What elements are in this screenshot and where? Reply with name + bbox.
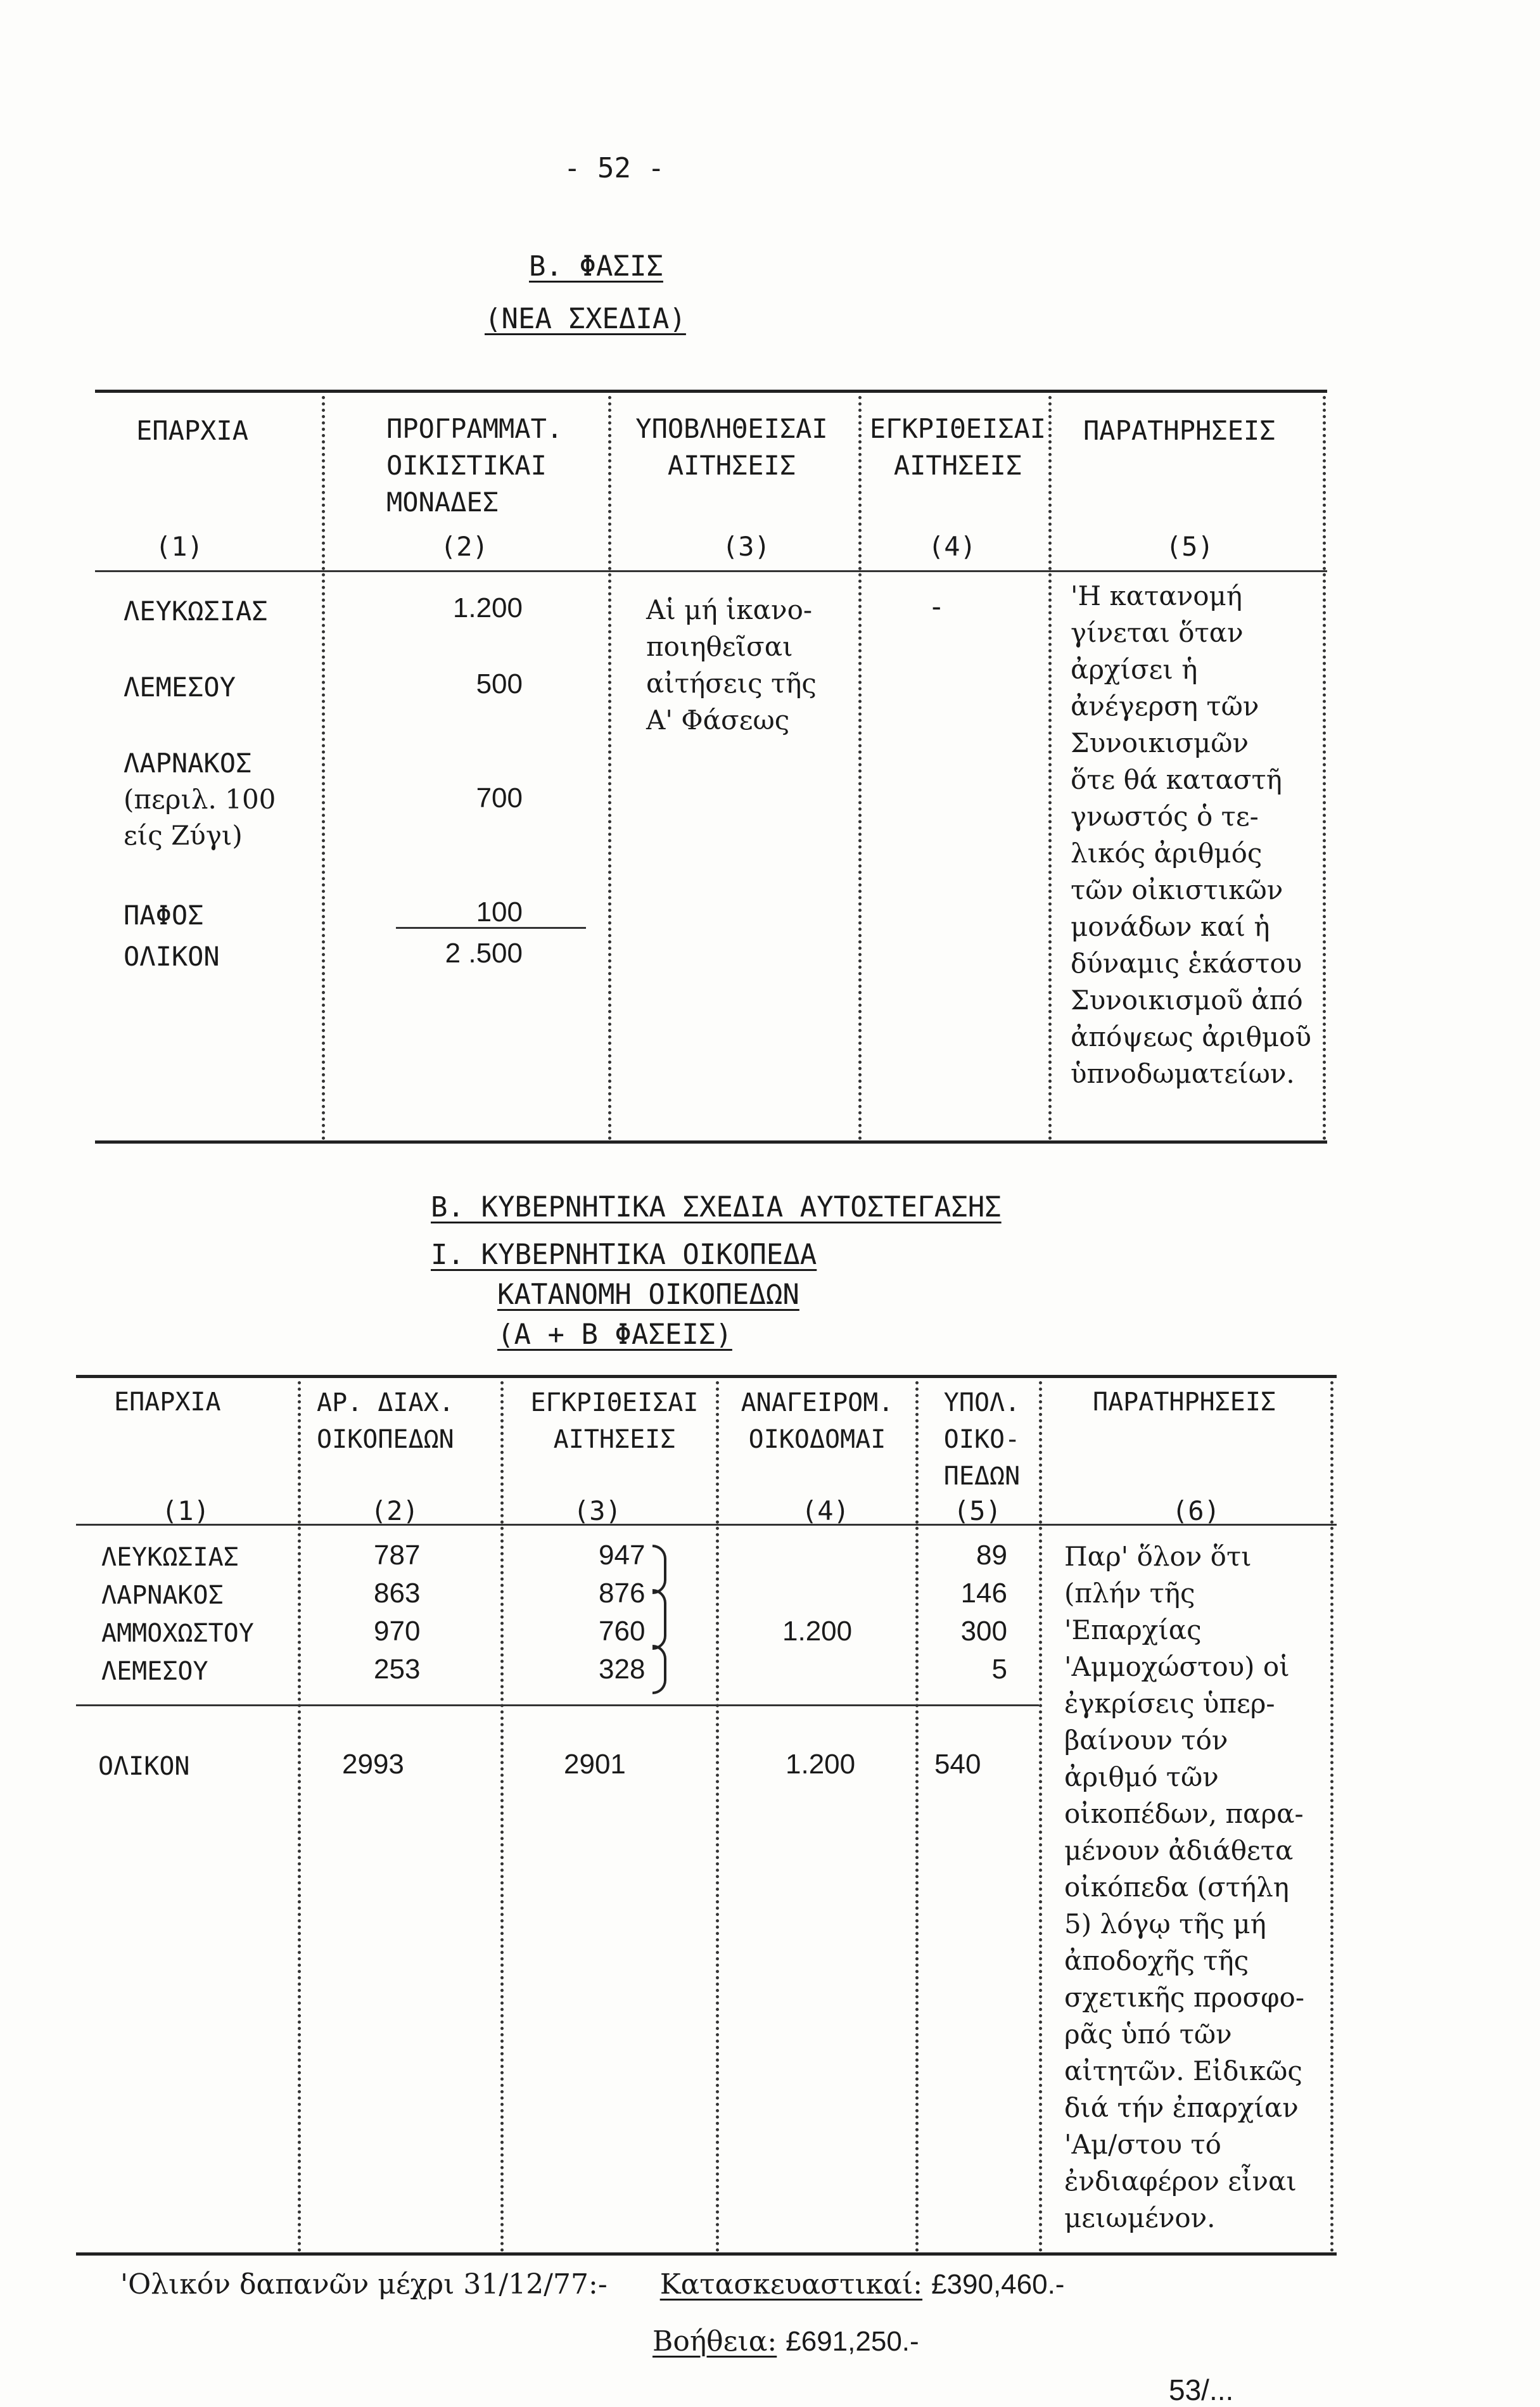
table-b-divider xyxy=(500,1381,504,2252)
table-b-plots: 787 xyxy=(374,1540,421,1571)
footer-construction-value: £390,460.- xyxy=(931,2269,1065,2300)
table-b-divider xyxy=(1330,1381,1333,2252)
section-b-title: B. ΚΥΒΕΡΝΗΤΙΚΑ ΣΧΕΔΙΑ ΑΥΤΟΣΤΕΓΑΣΗΣ xyxy=(431,1191,1002,1223)
table-a-divider xyxy=(858,396,862,1140)
table-b-header-remarks: ΠΑΡΑΤΗΡΗΣΕΙΣ xyxy=(1093,1388,1276,1417)
section-b-subtitle-1: I. ΚΥΒΕΡΝΗΤΙΚΑ ΟΙΚΟΠΕΔΑ xyxy=(431,1239,817,1271)
section-b-subtitle-3: (Α + Β ΦΑΣΕΙΣ) xyxy=(497,1318,732,1351)
table-b-remaining: 89 xyxy=(976,1540,1007,1571)
table-a-header-units: ΠΡΟΓΡΑΜΜΑΤ. ΟΙΚΙΣΤΙΚΑΙ ΜΟΝΑΔΕΣ xyxy=(386,413,563,518)
table-b-colnum: (6) xyxy=(1172,1495,1220,1526)
table-b-total-building: 1.200 xyxy=(786,1749,856,1780)
table-a-sum-rule xyxy=(396,927,586,929)
table-b-brace xyxy=(652,1589,666,1650)
table-a-district: ΟΛΙΚΟΝ xyxy=(124,941,220,972)
table-b-district: ΛΑΡΝΑΚΟΣ xyxy=(101,1581,224,1610)
table-b-total-plots: 2993 xyxy=(342,1749,404,1780)
footer-total-label: 'Ολικόν δαπανῶν μέχρι 31/12/77:- xyxy=(120,2268,608,2301)
table-b-header-rule xyxy=(76,1524,1337,1526)
table-a-units: 1.200 xyxy=(452,592,523,623)
table-b-total-label: ΟΛΙΚΟΝ xyxy=(98,1752,190,1781)
table-a-district: ΛΑΡΝΑΚΟΣ xyxy=(124,748,252,779)
table-a-header-remarks: ΠΑΡΑΤΗΡΗΣΕΙΣ xyxy=(1083,415,1276,446)
table-b-colnum: (1) xyxy=(162,1495,210,1526)
table-b-colnum: (2) xyxy=(371,1495,419,1526)
table-b-district: ΛΕΜΕΣΟΥ xyxy=(101,1657,208,1686)
section-a-subtitle: (ΝΕΑ ΣΧΕΔΙΑ) xyxy=(485,303,686,335)
table-b-remarks: Παρ' ὅλον ὅτι (πλήν τῆς 'Επαρχίας 'Αμμοχώστου) οἱ ἐγκρίσεις ὑπερ- βαίνουν τόν ἀριθμό τῶν οἰκοπέδων, παρα- μένουν ἀδιάθετα οἰκόπεδα (στήλη 5) λόγῳ τῆς μή ἀποδοχῆς τῆς σχετικῆς προσφο- ρᾶς ὑπό τῶν αἰτητῶν. Εἰδικῶς διά τήν ἐπαρχίαν 'Αμ/στου τό ἐνδιαφέρον εἶναι μειωμένον. xyxy=(1064,1541,1305,2233)
table-a-district: ΛΕΥΚΩΣΙΑΣ xyxy=(124,596,268,627)
table-b-colnum: (5) xyxy=(953,1495,1002,1526)
table-b-brace xyxy=(652,1645,666,1694)
table-a-colnum: (4) xyxy=(928,531,976,562)
table-a-bottom-rule xyxy=(95,1140,1327,1144)
table-b-plots: 863 xyxy=(374,1578,421,1609)
table-a-remarks: 'Η κατανομή γίνεται ὅταν ἀρχίσει ἡ ἀνέγερση τῶν Συνοικισμῶν ὅτε θά καταστῆ γνωστός ὁ τε- λικός ἀριθμός τῶν οἰκιστικῶν μονάδων καί ἡ δύναμις ἑκάστου Συνοικισμοῦ ἀπό ἀπόψεως ἀριθμοῦ ὑπνοδωματείων. xyxy=(1071,580,1311,1089)
table-a-district: ΠΑΦΟΣ xyxy=(124,900,204,931)
table-a-header-district: ΕΠΑΡΧΙΑ xyxy=(136,415,249,446)
table-a-divider xyxy=(1323,396,1326,1140)
table-b-header-district: ΕΠΑΡΧΙΑ xyxy=(114,1388,221,1417)
table-a-approved-dash: - xyxy=(928,591,945,623)
table-a-header-rule xyxy=(95,570,1327,572)
page-continuation: 53/... xyxy=(1169,2373,1234,2406)
table-b-district: ΑΜΜΟΧΩΣΤΟΥ xyxy=(101,1619,254,1648)
footer-aid-label: Βοήθεια: xyxy=(652,2325,777,2358)
table-a-units: 100 xyxy=(476,897,523,928)
table-b-header-remaining: ΥΠΟΛ. ΟΙΚΟ- ΠΕΔΩΝ xyxy=(943,1388,1021,1491)
table-b-top-rule xyxy=(76,1375,1337,1378)
table-b-district: ΛΕΥΚΩΣΙΑΣ xyxy=(101,1543,239,1572)
table-a-header-submitted: ΥΠΟΒΛΗΘΕΙΣΑΙ ΑΙΤΗΣΕΙΣ xyxy=(635,413,828,481)
table-b-divider xyxy=(298,1381,301,2252)
footer-aid-value: £691,250.- xyxy=(786,2326,919,2357)
table-a-header-approved: ΕΓΚΡΙΘΕΙΣΑΙ ΑΙΤΗΣΕΙΣ xyxy=(869,413,1047,481)
table-a-units: 500 xyxy=(476,668,523,699)
table-b-approved: 876 xyxy=(599,1578,646,1609)
table-a-district-note: είς Ζύγι) xyxy=(124,820,243,851)
table-b-subtotal-rule xyxy=(76,1704,1039,1706)
table-a-divider xyxy=(1048,396,1052,1140)
table-b-header-building: ΑΝΑΓΕΙΡΟΜ. ΟΙΚΟΔΟΜΑΙ xyxy=(741,1388,894,1454)
table-b-divider xyxy=(1039,1381,1042,2252)
table-a-colnum: (1) xyxy=(155,531,203,562)
table-b-approved: 947 xyxy=(599,1540,646,1571)
table-a-top-rule xyxy=(95,390,1327,393)
table-a-district: ΛΕΜΕΣΟΥ xyxy=(124,672,236,703)
table-a-colnum: (2) xyxy=(440,531,488,562)
table-a-colnum: (3) xyxy=(722,531,770,562)
section-a-title: B. ΦΑΣΙΣ xyxy=(529,250,663,283)
table-a-submitted-note: Αἱ μή ἱκανο- ποιηθεῖσαι αἰτήσεις τῆς Α' Φάσεως xyxy=(646,594,817,736)
table-b-total-approved: 2901 xyxy=(564,1749,626,1780)
table-b-divider xyxy=(915,1381,919,2252)
table-a-units-total: 2 .500 xyxy=(445,938,523,969)
footer-aid-line xyxy=(652,2325,919,2358)
table-b-approved: 760 xyxy=(599,1616,646,1647)
table-a-colnum: (5) xyxy=(1166,531,1214,562)
table-a-divider xyxy=(322,396,325,1140)
table-b-bottom-rule xyxy=(76,2252,1337,2256)
table-b-colnum: (3) xyxy=(573,1495,621,1526)
table-b-approved: 328 xyxy=(599,1654,646,1685)
table-b-total-remaining: 540 xyxy=(934,1749,981,1780)
table-b-building: 1.200 xyxy=(782,1616,853,1647)
table-b-remaining: 5 xyxy=(991,1654,1007,1685)
table-b-brace xyxy=(652,1545,666,1594)
table-a-divider xyxy=(608,396,611,1140)
table-b-plots: 253 xyxy=(374,1654,421,1685)
table-a-district-note: (περιλ. 100 xyxy=(124,784,276,815)
footer-construction-label: Κατασκευαστικαί: xyxy=(659,2268,923,2301)
section-b-subtitle-2: ΚΑΤΑΝΟΜΗ ΟΙΚΟΠΕΔΩΝ xyxy=(497,1279,799,1311)
table-b-header-approved: ΕΓΚΡΙΘΕΙΣΑΙ ΑΙΤΗΣΕΙΣ xyxy=(530,1388,699,1454)
footer-total-line xyxy=(120,2268,1064,2301)
table-a-units: 700 xyxy=(476,782,523,814)
table-b-remaining: 146 xyxy=(960,1578,1007,1609)
table-b-remaining: 300 xyxy=(960,1616,1007,1647)
table-b-plots: 970 xyxy=(374,1616,421,1647)
table-b-colnum: (4) xyxy=(801,1495,850,1526)
table-b-divider xyxy=(716,1381,719,2252)
table-b-header-plots: ΑΡ. ΔΙΑΧ. ΟΙΚΟΠΕΔΩΝ xyxy=(317,1388,454,1454)
page-number: - 52 - xyxy=(564,152,665,184)
